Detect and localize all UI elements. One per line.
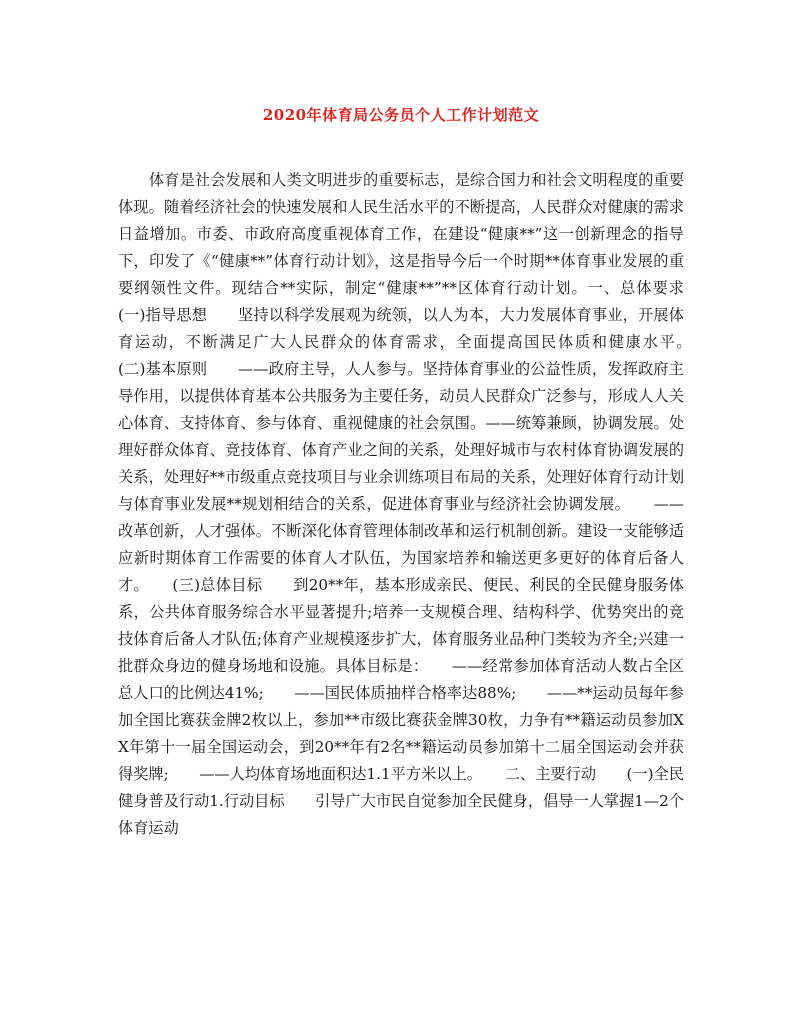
document-body: 体育是社会发展和人类文明进步的重要标志，是综合国力和社会文明程度的重要体现。随着经济社会的快速发展和人民生活水平的不断提高，人民群众对健康的需求日益增加。市委、市政府高度重视体育工作，在建设“健康**”这一创新理念的指导下，印发了《“健康**”体育行动计划》，这是指导今后一个时期**体育事业发展的重要纲领性文件。现结合**实际，制定“健康**”**区体育行动计划。一、总体要求 (一)指导思想 坚持以科学发展观为统领，以人为本，大力发展体育事业，开展体育运动，不断满足广大人民群众的体育需求，全面提高国民体质和健康水平。 (二)基本原则 ——政府主导，人人参与。坚持体育事业的公益性质，发挥政府主导作用，以提供体育基本公共服务为主要任务，动员人民群众广泛参与，形成人人关心体育、支持体育、参与体育、重视健康的社会氛围。——统筹兼顾，协调发展。处理好群众体育、竞技体育、体育产业之间的关系，处理好城市与农村体育协调发展的关系，处理好**市级重点竞技项目与业余训练项目布局的关系，处理好体育行动计划与体育事业发展**规划相结合的关系，促进体育事业与经济社会协调发展。 ——改革创新，人才强体。不断深化体育管理体制改革和运行机制创新。建设一支能够适应新时期体育工作需要的体育人才队伍，为国家培养和输送更多更好的体育后备人才。 (三)总体目标 到20**年，基本形成亲民、便民、利民的全民健身服务体系，公共体育服务综合水平显著提升;培养一支规模合理、结构科学、优势突出的竞技体育后备人才队伍;体育产业规模逐步扩大，体育服务业品种门类较为齐全;兴建一批群众身边的健身场地和设施。具体目标是： ——经常参加体育活动人数占全区总人口的比例达41%; ——国民体质抽样合格率达88%; ——**运动员每年参加全国比赛获金牌2枚以上，参加**市级比赛获金牌30枚，力争有**籍运动员参加XX年第十一届全国运动会，到20**年有2名**籍运动员参加第十二届全国运动会并获得奖牌; ——人均体育场地面积达1.1平方米以上。 二、主要行动 (一)全民健身普及行动1.行动目标 引导广大市民自觉参加全民健身，倡导一人掌握1—2个体育运动 bbox=[118, 171, 715, 837]
document-title: 2020年体育局公务员个人工作计划范文 bbox=[262, 106, 540, 124]
